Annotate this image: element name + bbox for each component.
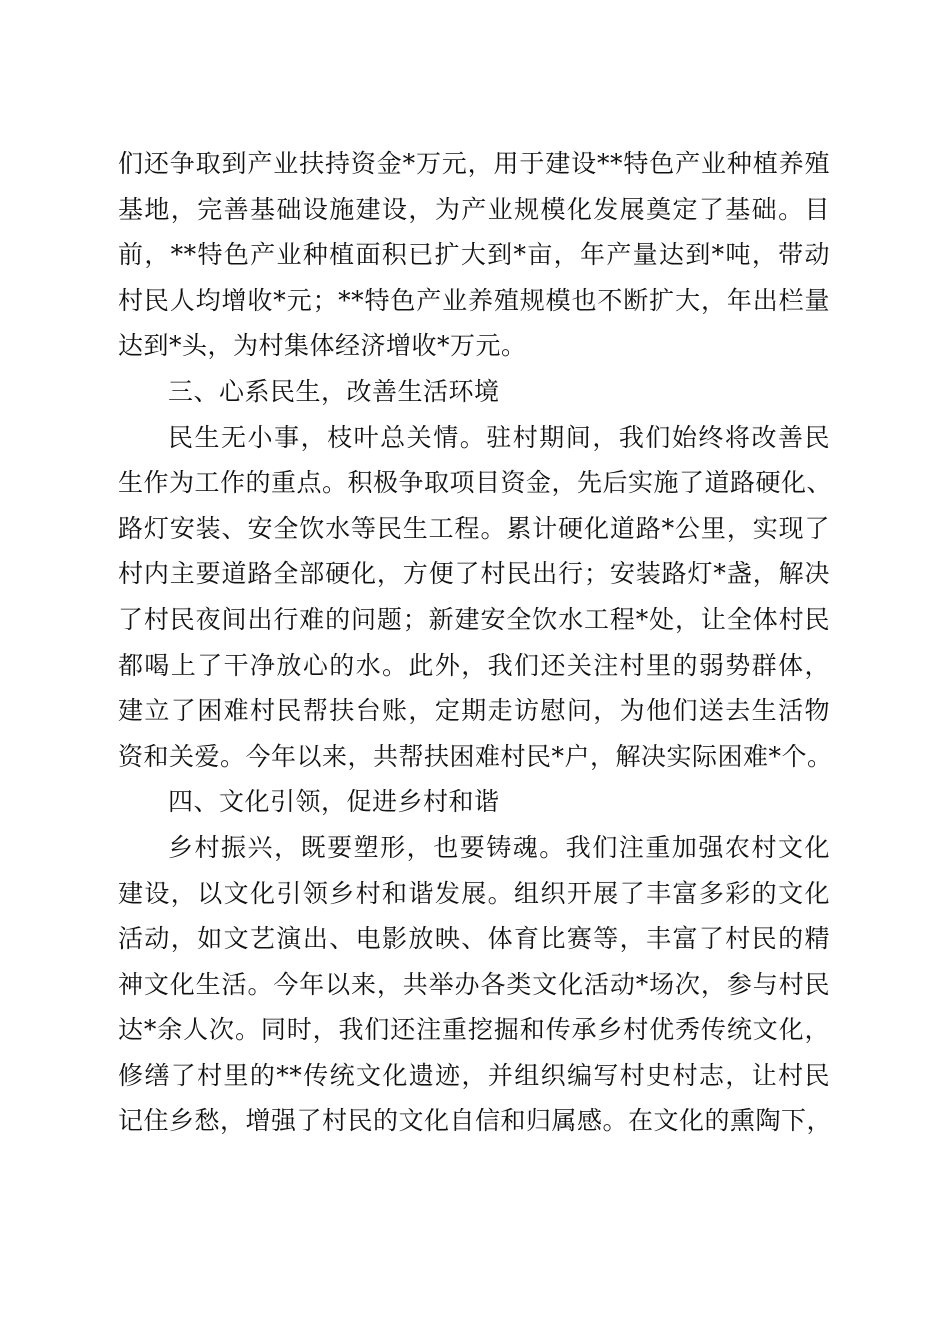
text-line: 建设，以文化引领乡村和谐发展。组织开展了丰富多彩的文化 [118,878,830,908]
text-line: 基地，完善基础设施建设，为产业规模化发展奠定了基础。目 [118,194,830,224]
section-heading: 三、心系民生，改善生活环境 [168,376,500,406]
text-line: 资和关爱。今年以来，共帮扶困难村民*户，解决实际困难*个。 [118,741,833,771]
text-line: 们还争取到产业扶持资金*万元，用于建设**特色产业种植养殖 [118,149,830,178]
text-line: 路灯安装、安全饮水等民生工程。累计硬化道路*公里，实现了 [118,513,830,543]
text-line: 活动，如文艺演出、电影放映、体育比赛等，丰富了村民的精 [118,924,830,954]
text-line: 达*余人次。同时，我们还注重挖掘和传承乡村优秀传统文化， [118,1015,830,1045]
text-line: 村内主要道路全部硬化，方便了村民出行；安装路灯*盏，解决 [118,559,830,589]
text-line: 建立了困难村民帮扶台账，定期走访慰问，为他们送去生活物 [118,696,830,726]
text-line: 记住乡愁，增强了村民的文化自信和归属感。在文化的熏陶下， [118,1106,833,1136]
text-line: 神文化生活。今年以来，共举办各类文化活动*场次，参与村民 [118,969,830,999]
paragraph-first-line: 民生无小事，枝叶总关情。驻村期间，我们始终将改善民 [168,422,830,452]
document-body [118,141,833,1144]
section-heading: 四、文化引领，促进乡村和谐 [168,787,500,817]
text-line: 达到*头，为村集体经济增收*万元。 [118,331,527,361]
text-line: 了村民夜间出行难的问题；新建安全饮水工程*处，让全体村民 [118,604,830,634]
text-line: 都喝上了干净放心的水。此外，我们还关注村里的弱势群体， [118,650,830,680]
text-line: 修缮了村里的**传统文化遗迹，并组织编写村史村志，让村民 [118,1060,830,1090]
text-line: 生作为工作的重点。积极争取项目资金，先后实施了道路硬化、 [118,468,833,498]
paragraph-first-line: 乡村振兴，既要塑形，也要铸魂。我们注重加强农村文化 [168,832,830,862]
text-line: 前，**特色产业种植面积已扩大到*亩，年产量达到*吨，带动 [118,240,830,270]
text-line: 村民人均增收*元；**特色产业养殖规模也不断扩大，年出栏量 [118,285,830,315]
